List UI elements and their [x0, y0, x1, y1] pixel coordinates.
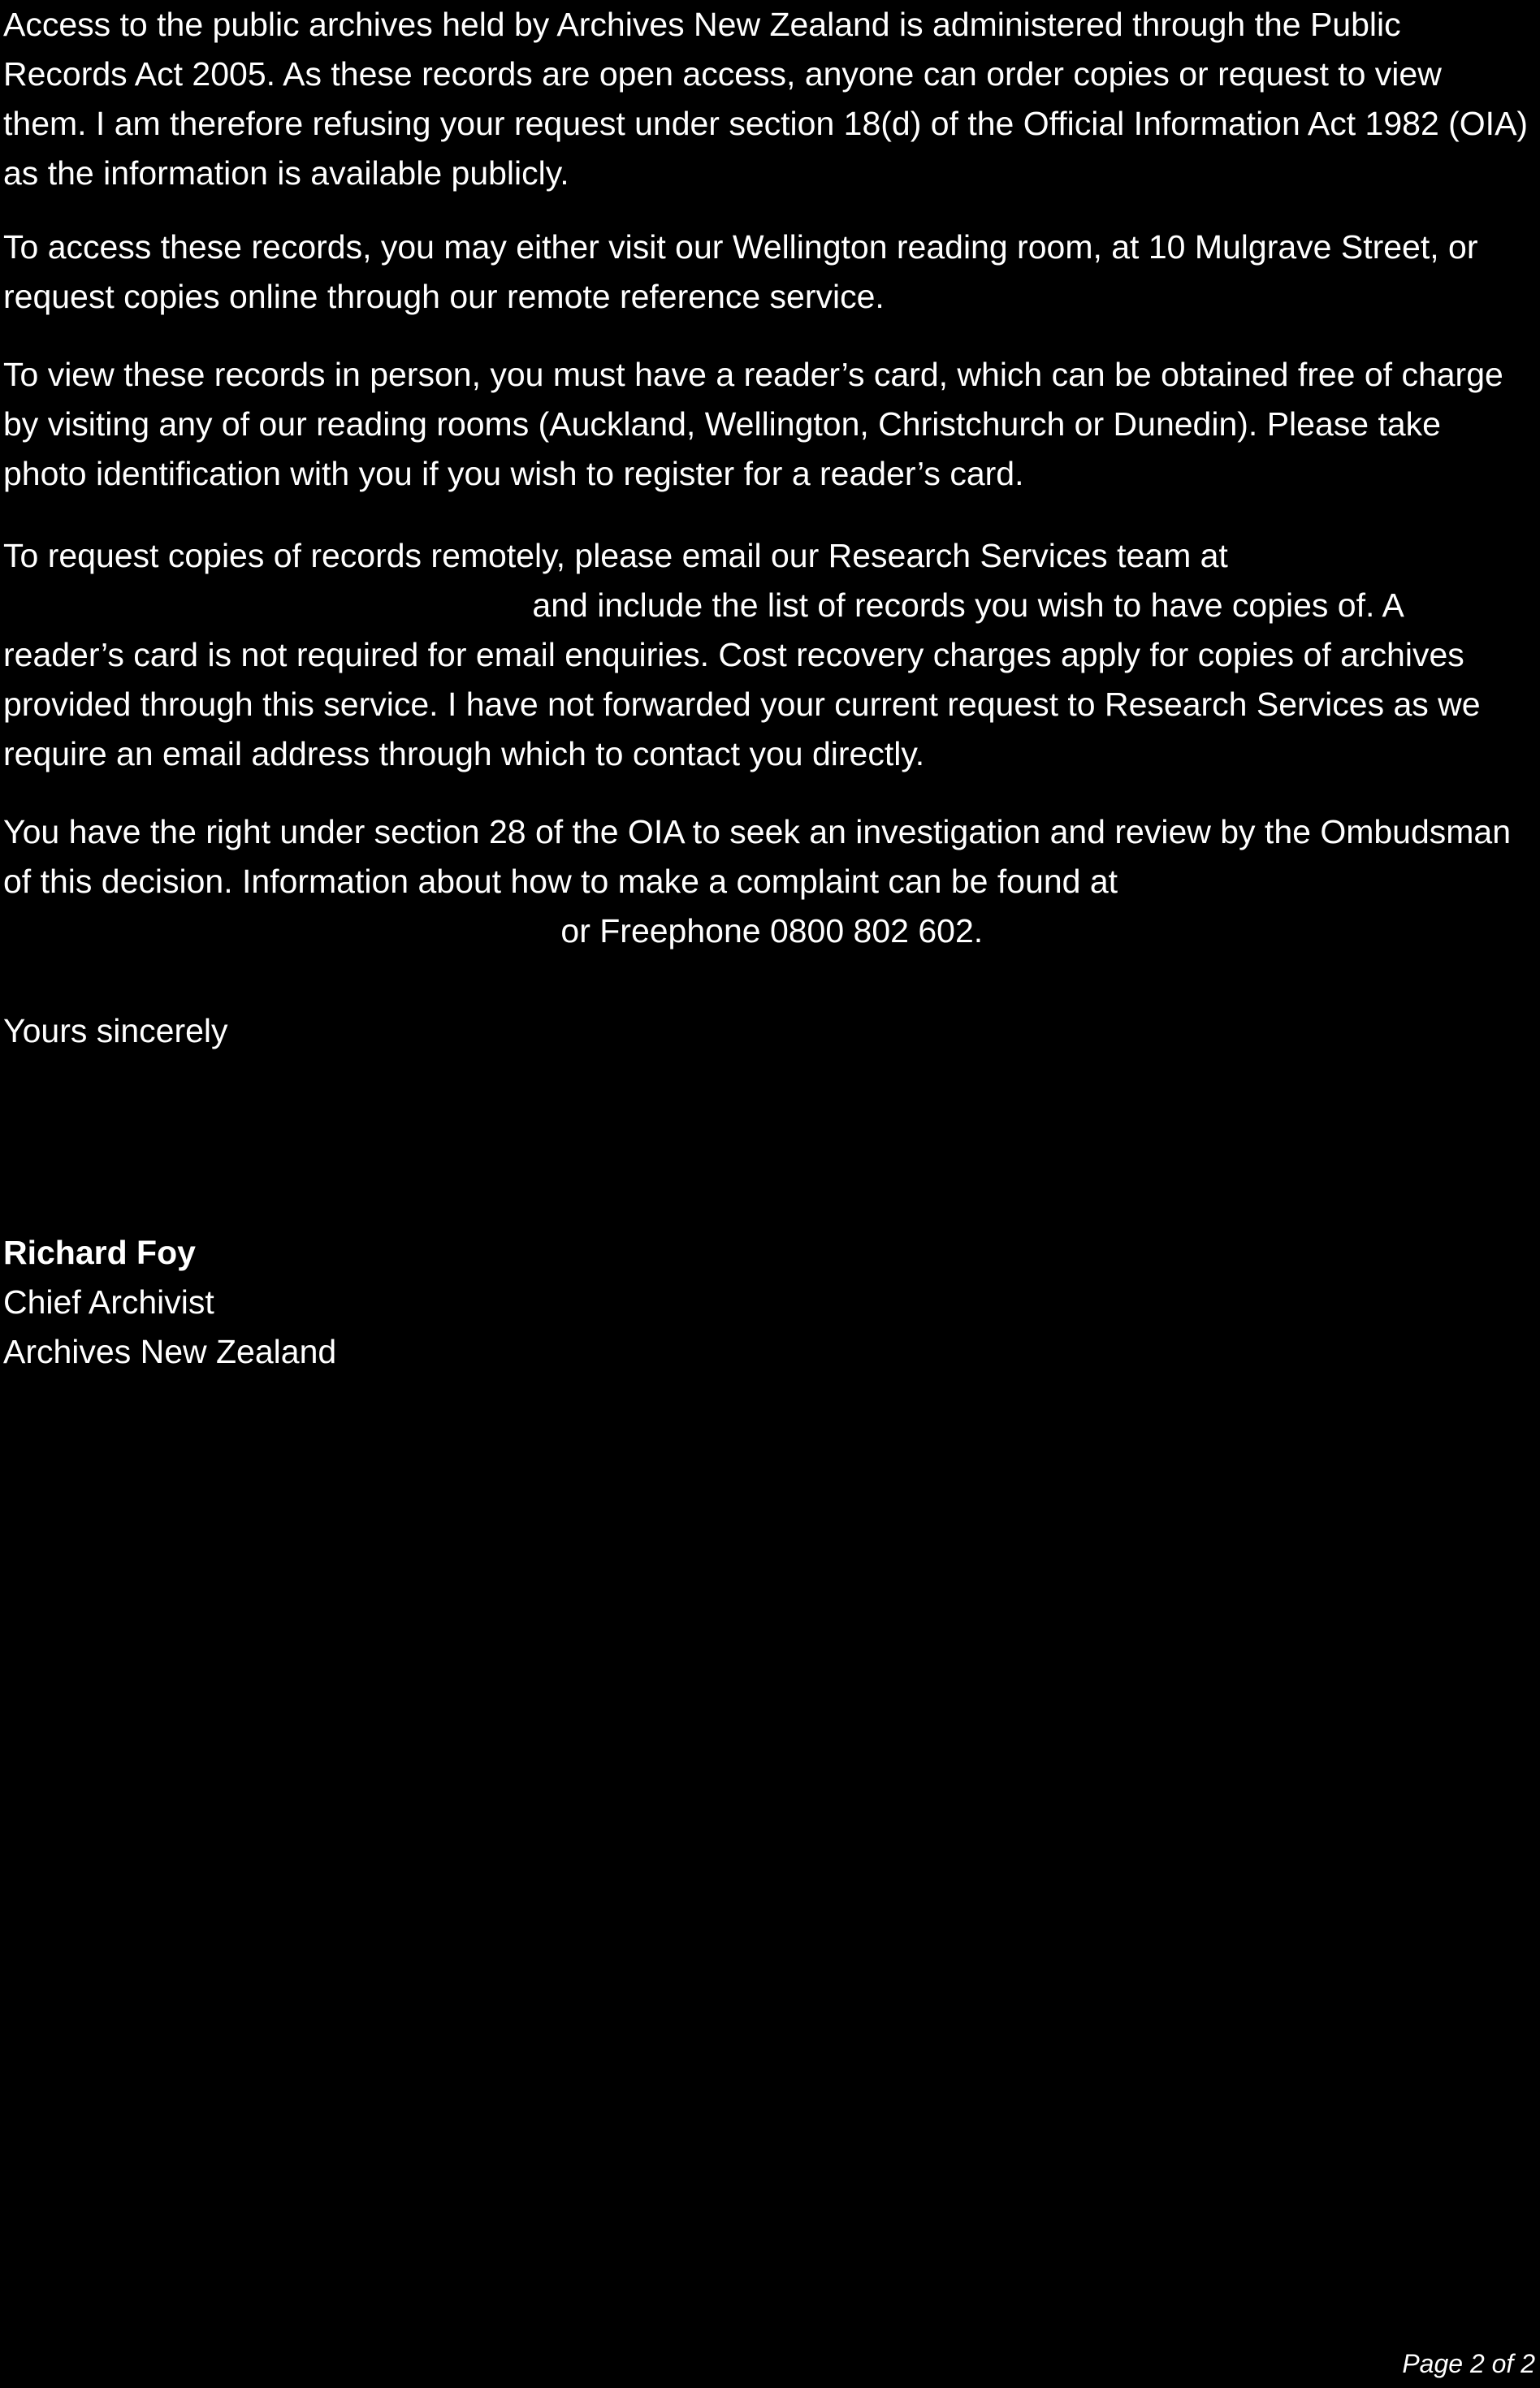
redacted-ombudsman-website [3, 906, 552, 956]
closing-salutation: Yours sincerely [3, 1012, 228, 1049]
ombudsman-text-after: or Freephone 0800 802 602. [560, 912, 984, 950]
ombudsman-text-before: You have the right under section 28 of the OIA to seek an investigation and review by the Ombudsman of this decision. Information about how to make a complaint can be found at [3, 813, 1512, 900]
paragraph-readers-card: To view these records in person, you must have a reader’s card, which can be obtained free of charge by visiting any of our reading rooms (Auckland, Wellington, Christchurch or Dunedin). Please take photo identification with you if you wish to register for a reader’s card. [3, 356, 1503, 492]
letter-body [3, 0, 1530, 1377]
page-number: Page 2 of 2 [1402, 2349, 1535, 2378]
signatory-title: Chief Archivist [3, 1283, 214, 1321]
paragraph-archives-access: Access to the public archives held by Archives New Zealand is administered through the Public Records Act 2005. As these records are open access, anyone can order copies or request to view them. I am therefore refusing your request under section 18(d) of the Official Information Act 1982 (OIA) as the information is available publicly. [3, 6, 1529, 192]
signatory-name: Richard Foy [3, 1234, 196, 1271]
remote-copies-text-before: To request copies of records remotely, please email our Research Services team at [3, 537, 1228, 574]
redacted-email-address [3, 581, 523, 630]
signatory-organisation: Archives New Zealand [3, 1333, 337, 1370]
remote-copies-text-after: and include the list of records you wish to have copies of. A reader’s card is not required for email enquiries. Cost recovery charges apply for copies of archives provided through this service. I have not forwarded your current request to Research Services as we require an email address through which to contact you directly. [3, 586, 1481, 772]
paragraph-ombudsman [3, 807, 1530, 956]
paragraph-remote-copies [3, 531, 1530, 779]
paragraph-reading-room: To access these records, you may either visit our Wellington reading room, at 10 Mulgrave Street, or request copies online through our remote reference service. [3, 228, 1478, 315]
